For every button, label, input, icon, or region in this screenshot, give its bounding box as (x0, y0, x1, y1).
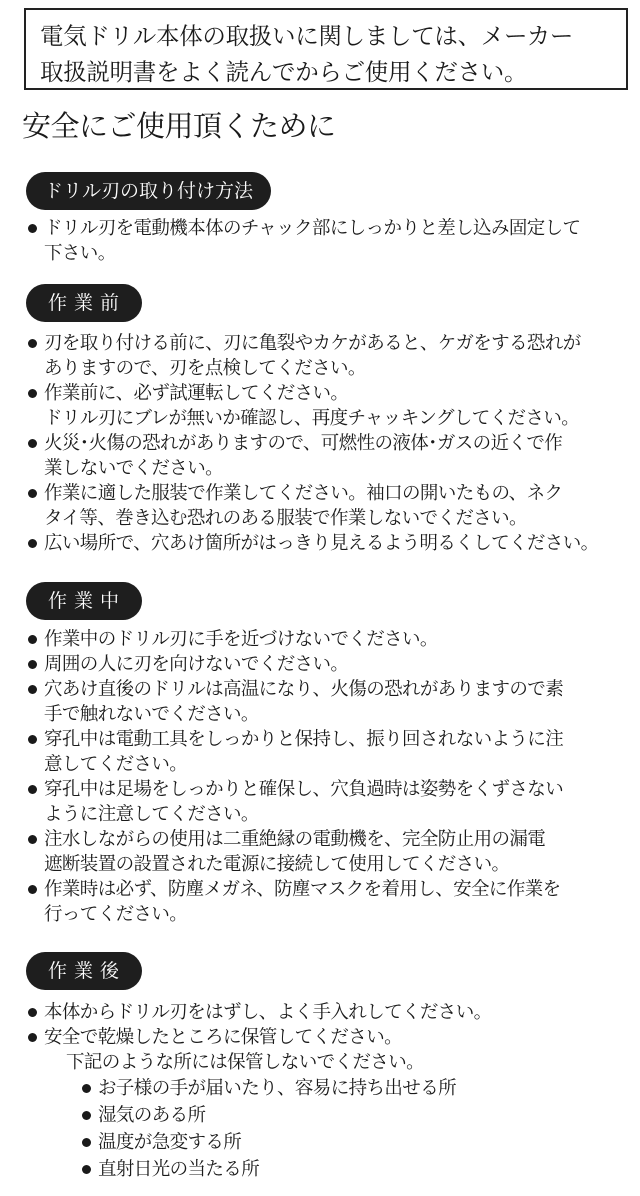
item-list-mounting (24, 216, 636, 266)
storage-list-item: お子様の手が届いたり、容易に持ち出せる所 (24, 1075, 636, 1102)
list-item: 穿孔中は電動工具をしっかりと保持し、振り回されないように注 意してください。 (24, 727, 636, 777)
list-item: 広い場所で、穴あけ箇所がはっきり見えるよう明るくしてください。 (24, 531, 636, 556)
list-item: 本体からドリル刃をはずし、よく手入れしてください。 (24, 1000, 636, 1025)
storage-list-item: 湿気のある所 (24, 1102, 636, 1129)
list-item: 刃を取り付ける前に、刃に亀裂やカケがあると、ケガをする恐れが ありますので、刃を点検してください。 (24, 331, 636, 381)
item-list-after (24, 1000, 636, 1183)
notice-box (24, 8, 628, 90)
list-item: 作業時は必ず、防塵メガネ、防塵マスクを着用し、安全に作業を 行ってください。 (24, 877, 636, 927)
section-heading-before: 作業前 (26, 284, 142, 322)
list-item: 注水しながらの使用は二重絶縁の電動機を、完全防止用の漏電 遮断装置の設置された電源に接続して使用してください。 (24, 827, 636, 877)
storage-intro: 下記のような所には保管しないでください。 (66, 1052, 425, 1073)
list-item: 火災･火傷の恐れがありますので、可燃性の液体･ガスの近くで作 業しないでください。 (24, 431, 636, 481)
notice-line-1: 電気ドリル本体の取扱いに関しましては、メーカー (40, 22, 574, 50)
storage-list-item: 温度が急変する所 (24, 1129, 636, 1156)
list-item: 穿孔中は足場をしっかりと確保し、穴負過時は姿勢をくずさない ように注意してください。 (24, 777, 636, 827)
section-heading-during: 作業中 (26, 582, 142, 620)
storage-list-item: 直射日光の当たる所 (24, 1156, 636, 1183)
section-heading-mounting: ドリル刃の取り付け方法 (26, 172, 271, 210)
list-item: 穴あけ直後のドリルは高温になり、火傷の恐れがありますので素 手で触れないでください。 (24, 677, 636, 727)
list-item: 安全で乾燥したところに保管してください。 (24, 1025, 636, 1050)
item-list-during (24, 627, 636, 927)
page-title: 安全にご使用頂くために (22, 109, 336, 143)
list-item: 周囲の人に刃を向けないでください。 (24, 652, 636, 677)
notice-line-2: 取扱説明書をよく読んでからご使用ください。 (40, 58, 528, 86)
list-item-continuation: ドリル刃にブレが無いか確認し、再度チャッキングしてください。 (44, 408, 580, 429)
list-item: ドリル刃を電動機本体のチャック部にしっかりと差し込み固定して 下さい。 (24, 216, 636, 266)
list-item: 作業中のドリル刃に手を近づけないでください。 (24, 627, 636, 652)
item-list-before (24, 331, 636, 556)
list-item: 作業前に、必ず試運転してください。 (24, 381, 636, 406)
list-item: 作業に適した服装で作業してください。袖口の開いたもの、ネク タイ等、巻き込む恐れのある服装で作業しないでください。 (24, 481, 636, 531)
section-heading-after: 作業後 (26, 952, 142, 990)
